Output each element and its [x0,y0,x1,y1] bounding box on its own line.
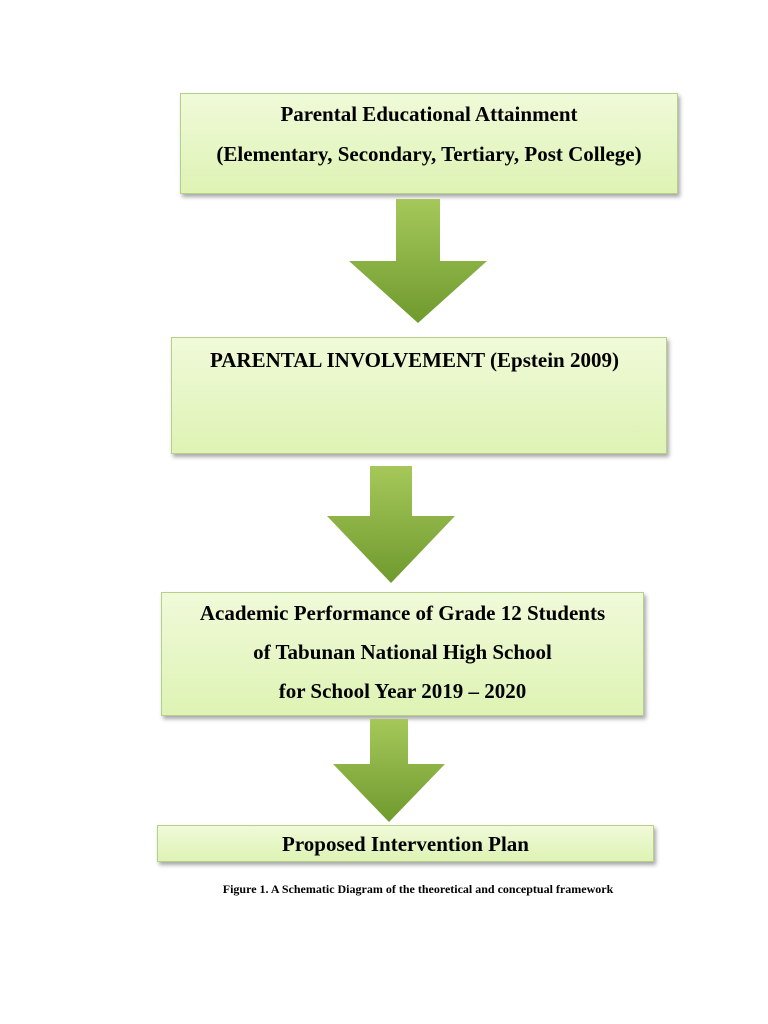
box3-line3: for School Year 2019 – 2020 [278,679,527,703]
box1-line2: (Elementary, Secondary, Tertiary, Post College) [216,142,642,166]
box3-line2: of Tabunan National High School [253,640,552,664]
box3-line1: Academic Performance of Grade 12 Students [199,601,606,625]
box4-line1: Proposed Intervention Plan [282,832,529,856]
figure-caption: Figure 1. A Schematic Diagram of the theoretical and conceptual framework [222,882,614,896]
arrow-down-3 [332,719,446,823]
box-academic-performance [161,592,644,716]
box-proposed-intervention-plan [157,825,654,862]
box2-line1: PARENTAL INVOLVEMENT (Epstein 2009) [210,348,619,372]
box-parental-educational-attainment [180,93,678,194]
box-parental-involvement [171,337,667,454]
box1-line1: Parental Educational Attainment [280,102,578,126]
arrow-down-2 [326,466,456,584]
arrow-down-1 [348,199,488,324]
